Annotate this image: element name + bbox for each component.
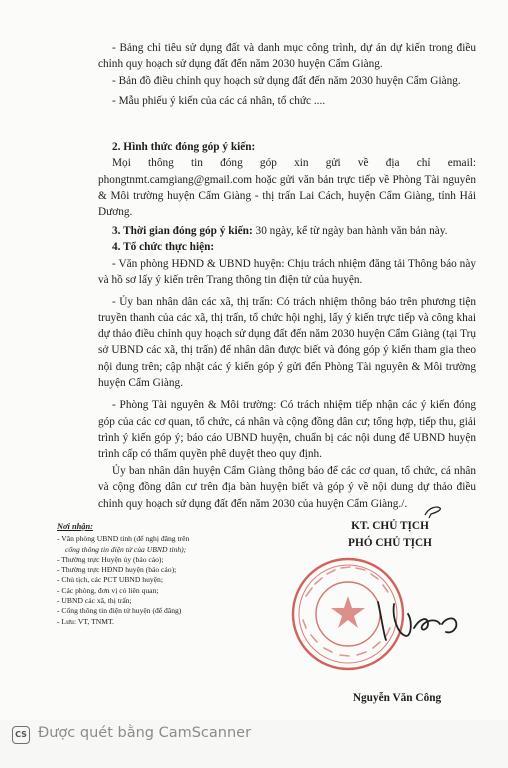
recipient-line: - Lưu: VT, TNMT. — [57, 616, 114, 626]
section-4-heading: 4. Tổ chức thực hiện: — [112, 241, 215, 254]
bullet-land-use-table: - Bảng chỉ tiêu sử dụng đất và danh mục công trình, dự án dự kiến trong điều chỉnh quy hoạch sử dụng đất đến năm 2030 huyện Cẩm Giàng. — [98, 42, 476, 71]
sign-title-line2: PHÓ CHỦ TỊCH — [348, 537, 432, 549]
bullet-feedback-form: - Mẫu phiếu ý kiến của các cá nhân, tổ chức .... — [112, 94, 326, 107]
recipient-line: - Các phòng, đơn vị có liên quan; — [57, 585, 159, 595]
recipients-block — [57, 522, 307, 627]
section-4-list — [98, 256, 476, 463]
section-2 — [98, 139, 476, 220]
section-2-body: Mọi thông tin đóng góp xin gửi về địa chỉ email: phongtnmt.camgiang@gmail.com hoặc gửi văn bản trực tiếp về Phòng Tài nguyên & Môi trường huyện Cẩm Giàng - thị trấn Lai Cách, huyện Cẩm Giàng, tỉnh Hải Dương. — [98, 157, 476, 219]
signer-name: Nguyễn Văn Công — [352, 692, 442, 704]
recipient-line: - Chủ tịch, các PCT UBND huyện; — [57, 575, 163, 585]
recipient-line: cổng thông tin điện tử của UBND tỉnh); — [65, 544, 187, 554]
closing-paragraph: Ủy ban nhân dân huyện Cẩm Giàng thông báo để các cơ quan, tổ chức, cá nhân và cộng đồng dân cư trên địa bàn huyện biết và góp ý về nội dung dự thảo điều chỉnh quy hoạch sử dụng đất đến năm 2030 của huyện Cẩm Giàng./. — [98, 465, 476, 510]
camscanner-logo-icon: CS — [12, 726, 30, 744]
recipient-line: - UBND các xã, thị trấn; — [57, 596, 132, 606]
section-4-item-office: - Văn phòng HĐND & UBND huyện: Chịu trách nhiệm đăng tải Thông báo này và hồ sơ lấy ý kiến trên Trang thông tin điện tử của huyện. — [98, 258, 476, 287]
section-3-heading: 3. Thời gian đóng góp ý kiến: — [112, 225, 253, 237]
bullet-planning-map: - Bản đồ điều chỉnh quy hoạch sử dụng đất đến năm 2030 huyện Cẩm Giàng. — [112, 74, 461, 87]
handwritten-signature-icon — [372, 590, 468, 646]
camscanner-watermark: Được quét bằng CamScanner — [38, 725, 252, 741]
section-3 — [98, 223, 476, 256]
recipients-heading: Nơi nhận: — [57, 522, 93, 531]
top-bullet-list — [98, 40, 476, 109]
recipient-line: - Văn phòng UBND tỉnh (để nghị đăng trên — [57, 534, 190, 544]
section-4-item-natural-resources: - Phòng Tài nguyên & Môi trường: Có trách nhiệm tiếp nhận các ý kiến đóng góp của các cơ quan, tổ chức, cá nhân và cộng đồng dân cư; tổng hợp, tiếp thu, giải trình ý kiến góp ý; báo cáo UBND huyện, chuẩn bị các nội dung để UBND huyện trình cấp có thẩm quyền phê duyệt theo quy định. — [98, 399, 476, 461]
recipient-line: - Thường trực Huyện ủy (báo cáo); — [57, 554, 164, 564]
recipient-line: - Cổng thông tin điện tử huyện (để đăng) — [57, 606, 182, 616]
section-4-item-communes: - Ủy ban nhân dân các xã, thị trấn: Có trách nhiệm thông báo trên phương tiện truyền thanh của các xã, thị trấn, tổ chức hội nghị, lấy ý kiến trực tiếp và công khai dự thảo điều chỉnh quy hoạch sử dụng đất đến năm 2030 huyện Cẩm Giàng (tại Trụ sở UBND các xã, thị trấn) để nhân dân được biết và đóng góp ý kiến tham gia theo nội dung trên; cập nhật các ý kiến góp ý gửi đến Phòng Tài nguyên & Môi trường huyện Cẩm Giàng. — [98, 295, 476, 390]
initial-mark-icon — [423, 505, 443, 519]
closing-paragraph-block — [98, 463, 476, 512]
sign-title-line1: KT. CHỦ TỊCH — [351, 520, 429, 532]
section-2-heading: 2. Hình thức đóng góp ý kiến: — [112, 141, 256, 153]
section-3-body: 30 ngày, kể từ ngày ban hành văn bản này. — [252, 225, 448, 237]
recipient-line: - Thường trực HĐND huyện (báo cáo); — [57, 565, 177, 575]
